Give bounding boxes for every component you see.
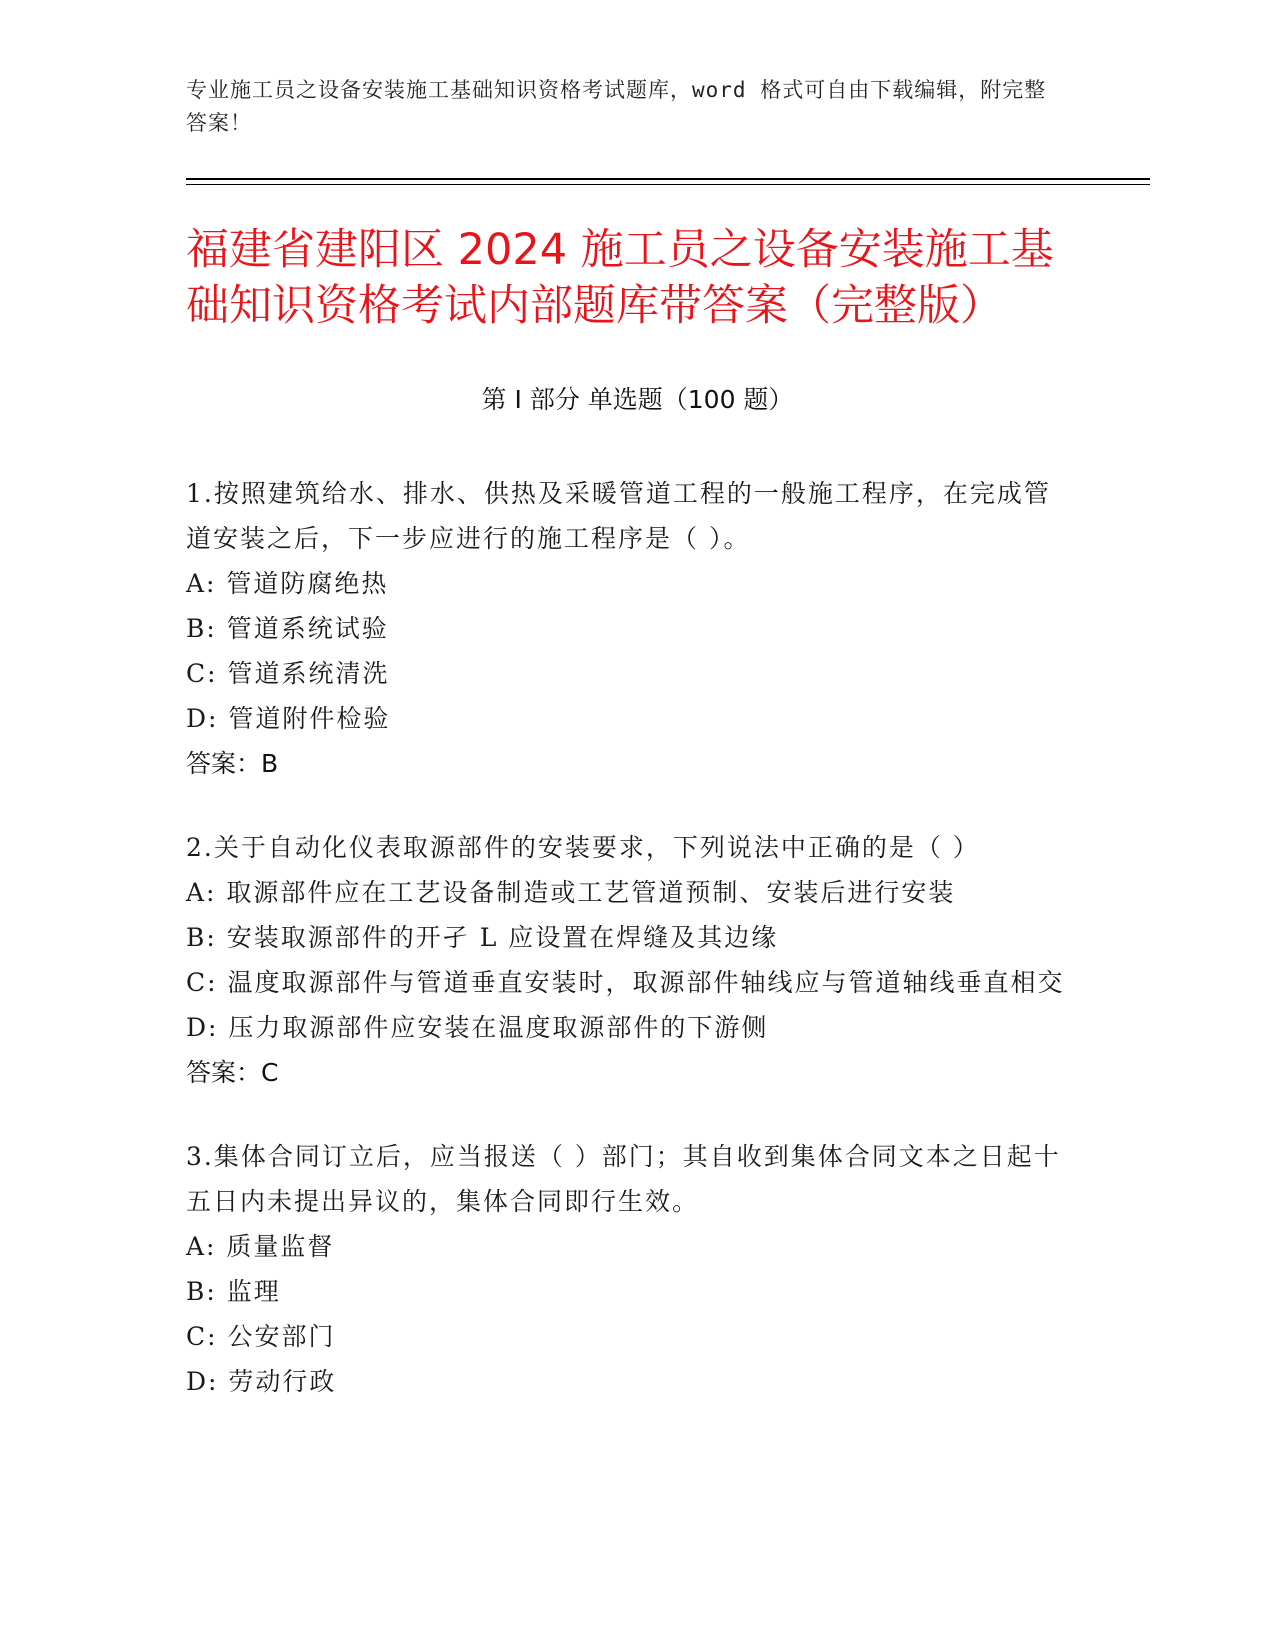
- option-c: C: 公安部门: [186, 1322, 336, 1351]
- question-3: [186, 1134, 1066, 1404]
- option-d: D: 劳动行政: [186, 1367, 337, 1396]
- option-a: A: 质量监督: [186, 1232, 335, 1261]
- section-title: 第 I 部分 单选题（100 题）: [481, 385, 794, 414]
- option-d: D: 管道附件检验: [186, 704, 391, 733]
- option-c: C: 管道系统清洗: [186, 659, 390, 688]
- option-c: C: 温度取源部件与管道垂直安装时，取源部件轴线应与管道轴线垂直相交: [186, 968, 1065, 997]
- option-a: A: 取源部件应在工艺设备制造或工艺管道预制、安装后进行安装: [186, 878, 956, 907]
- option-b: B: 管道系统试验: [186, 614, 389, 643]
- question-list: [186, 471, 1066, 1443]
- document-title: 福建省建阳区 2024 施工员之设备安装施工基础知识资格考试内部题库带答案（完整版）: [186, 225, 1054, 331]
- option-b: B: 监理: [186, 1277, 281, 1306]
- answer: 答案：C: [186, 1058, 279, 1087]
- question-text: 1.按照建筑给水、排水、供热及采暖管道工程的一般施工程序，在完成管道安装之后，下一步应进行的施工程序是（ ）。: [186, 479, 1051, 553]
- header-rule-thick: [186, 178, 1150, 180]
- question-1: [186, 471, 1066, 786]
- option-b: B: 安装取源部件的开孑 L 应设置在焊缝及其边缘: [186, 923, 779, 952]
- answer: 答案：B: [186, 749, 279, 778]
- option-d: D: 压力取源部件应安装在温度取源部件的下游侧: [186, 1013, 769, 1042]
- option-a: A: 管道防腐绝热: [186, 569, 389, 598]
- header-rule-thin: [186, 184, 1150, 185]
- question-text: 3.集体合同订立后，应当报送（ ）部门；其自收到集体合同文本之日起十五日内未提出异议的，集体合同即行生效。: [186, 1142, 1061, 1216]
- header-note: 专业施工员之设备安装施工基础知识资格考试题库，word 格式可自由下载编辑，附完整答案！: [186, 78, 1047, 135]
- question-text: 2.关于自动化仪表取源部件的安装要求，下列说法中正确的是（ ）: [186, 833, 980, 862]
- question-2: [186, 825, 1066, 1095]
